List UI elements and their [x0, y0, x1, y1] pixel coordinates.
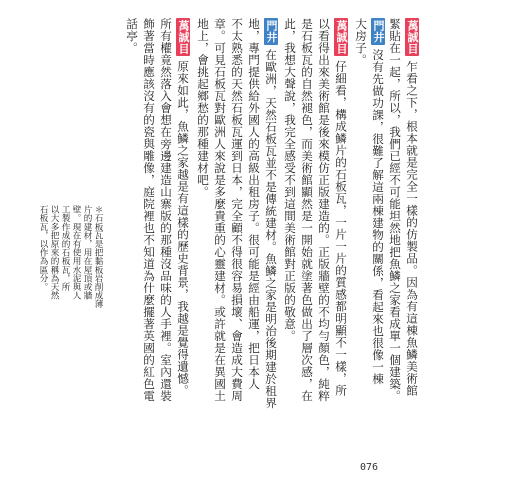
speaker-tag-manseimoku: 萬誠目	[406, 20, 419, 55]
speaker-tag-kadoi: 門井	[265, 20, 278, 43]
text-column: 地上，會挑起鄉愁的那種建材吧。	[196, 18, 210, 198]
text-column: 大房子。	[354, 18, 368, 66]
note-line: ＊石板瓦是把黏板岩削成薄	[93, 205, 103, 309]
text-column: 萬誠目原來如此，魚鱗之家越是有這樣的歷史背景，我越是覺得遺憾。	[176, 20, 190, 397]
note-line: 石板瓦，以作為區分。	[38, 205, 48, 291]
text-column: 門井沒有先做功課，很難了解這兩棟建物的關係，看起來也很像一棟	[371, 20, 385, 385]
text-column: 萬誠目乍看之下，根本就是完全一樣的仿製品。因為有這棟魚鱗美術館	[405, 20, 419, 397]
speaker-tag-kadoi: 門井	[372, 20, 385, 43]
text-column: 萬誠目仔細看，構成鱗片的石板瓦，一片一片的質感都明顯不一樣，所	[334, 20, 348, 397]
speaker-tag-manseimoku: 萬誠目	[177, 20, 190, 55]
page-number: 076	[360, 462, 379, 473]
speaker-tag-manseimoku: 萬誠目	[335, 20, 348, 55]
note-line: 片的建材，用在屋頂或牆	[82, 205, 92, 300]
text-column: 話亭。	[125, 18, 139, 54]
text-column: 地，專門提供給外國人的高級出租房子。很可能是經由船運，把日本人	[247, 18, 261, 390]
text-column: 是石板瓦的自然褪色，而美術館顯然是一開始就塗著色做出了層次感，在	[300, 18, 314, 402]
text-column: 所有權竟然落入會想在旁邊建造山寨版的那種沒品味的人手裡。室內還裝	[159, 18, 173, 402]
text-column: 緊貼在一起，所以，我們已經不可能坦然地把魚鱗之家看成單一個建築。	[388, 18, 402, 402]
text-column: 此，我想大聲說，我完全感受不到這間美術館對正版的敬意。	[283, 18, 297, 342]
note-line: 壁。現在有使用水泥與人	[71, 205, 81, 300]
text-column: 門井在歐洲，天然石板瓦並不是傳統建材。魚鱗之家是明治後期建於租界	[264, 20, 278, 409]
text-column: 飾著當時應該沒有的瓷與雕像，庭院裡也不知道為什麼擺著英國的紅色電	[142, 18, 156, 402]
note-line: 工製作成的石板瓦，所	[60, 205, 70, 291]
note-line: 以大多把原來的稱為天然	[49, 205, 59, 300]
text-column: 不太熟悉的天然石板瓦運到日本，完全顧不得很容易損壞、會造成大費周	[230, 18, 244, 402]
text-column: 以看得出來美術館是後來模仿正版建造的。正版牆壁的不均勻顏色，純粹	[317, 18, 331, 402]
text-column: 章。可見石板瓦對歐洲人來說是多麼貴重的心靈建材。或許就是在異國土	[213, 18, 227, 402]
